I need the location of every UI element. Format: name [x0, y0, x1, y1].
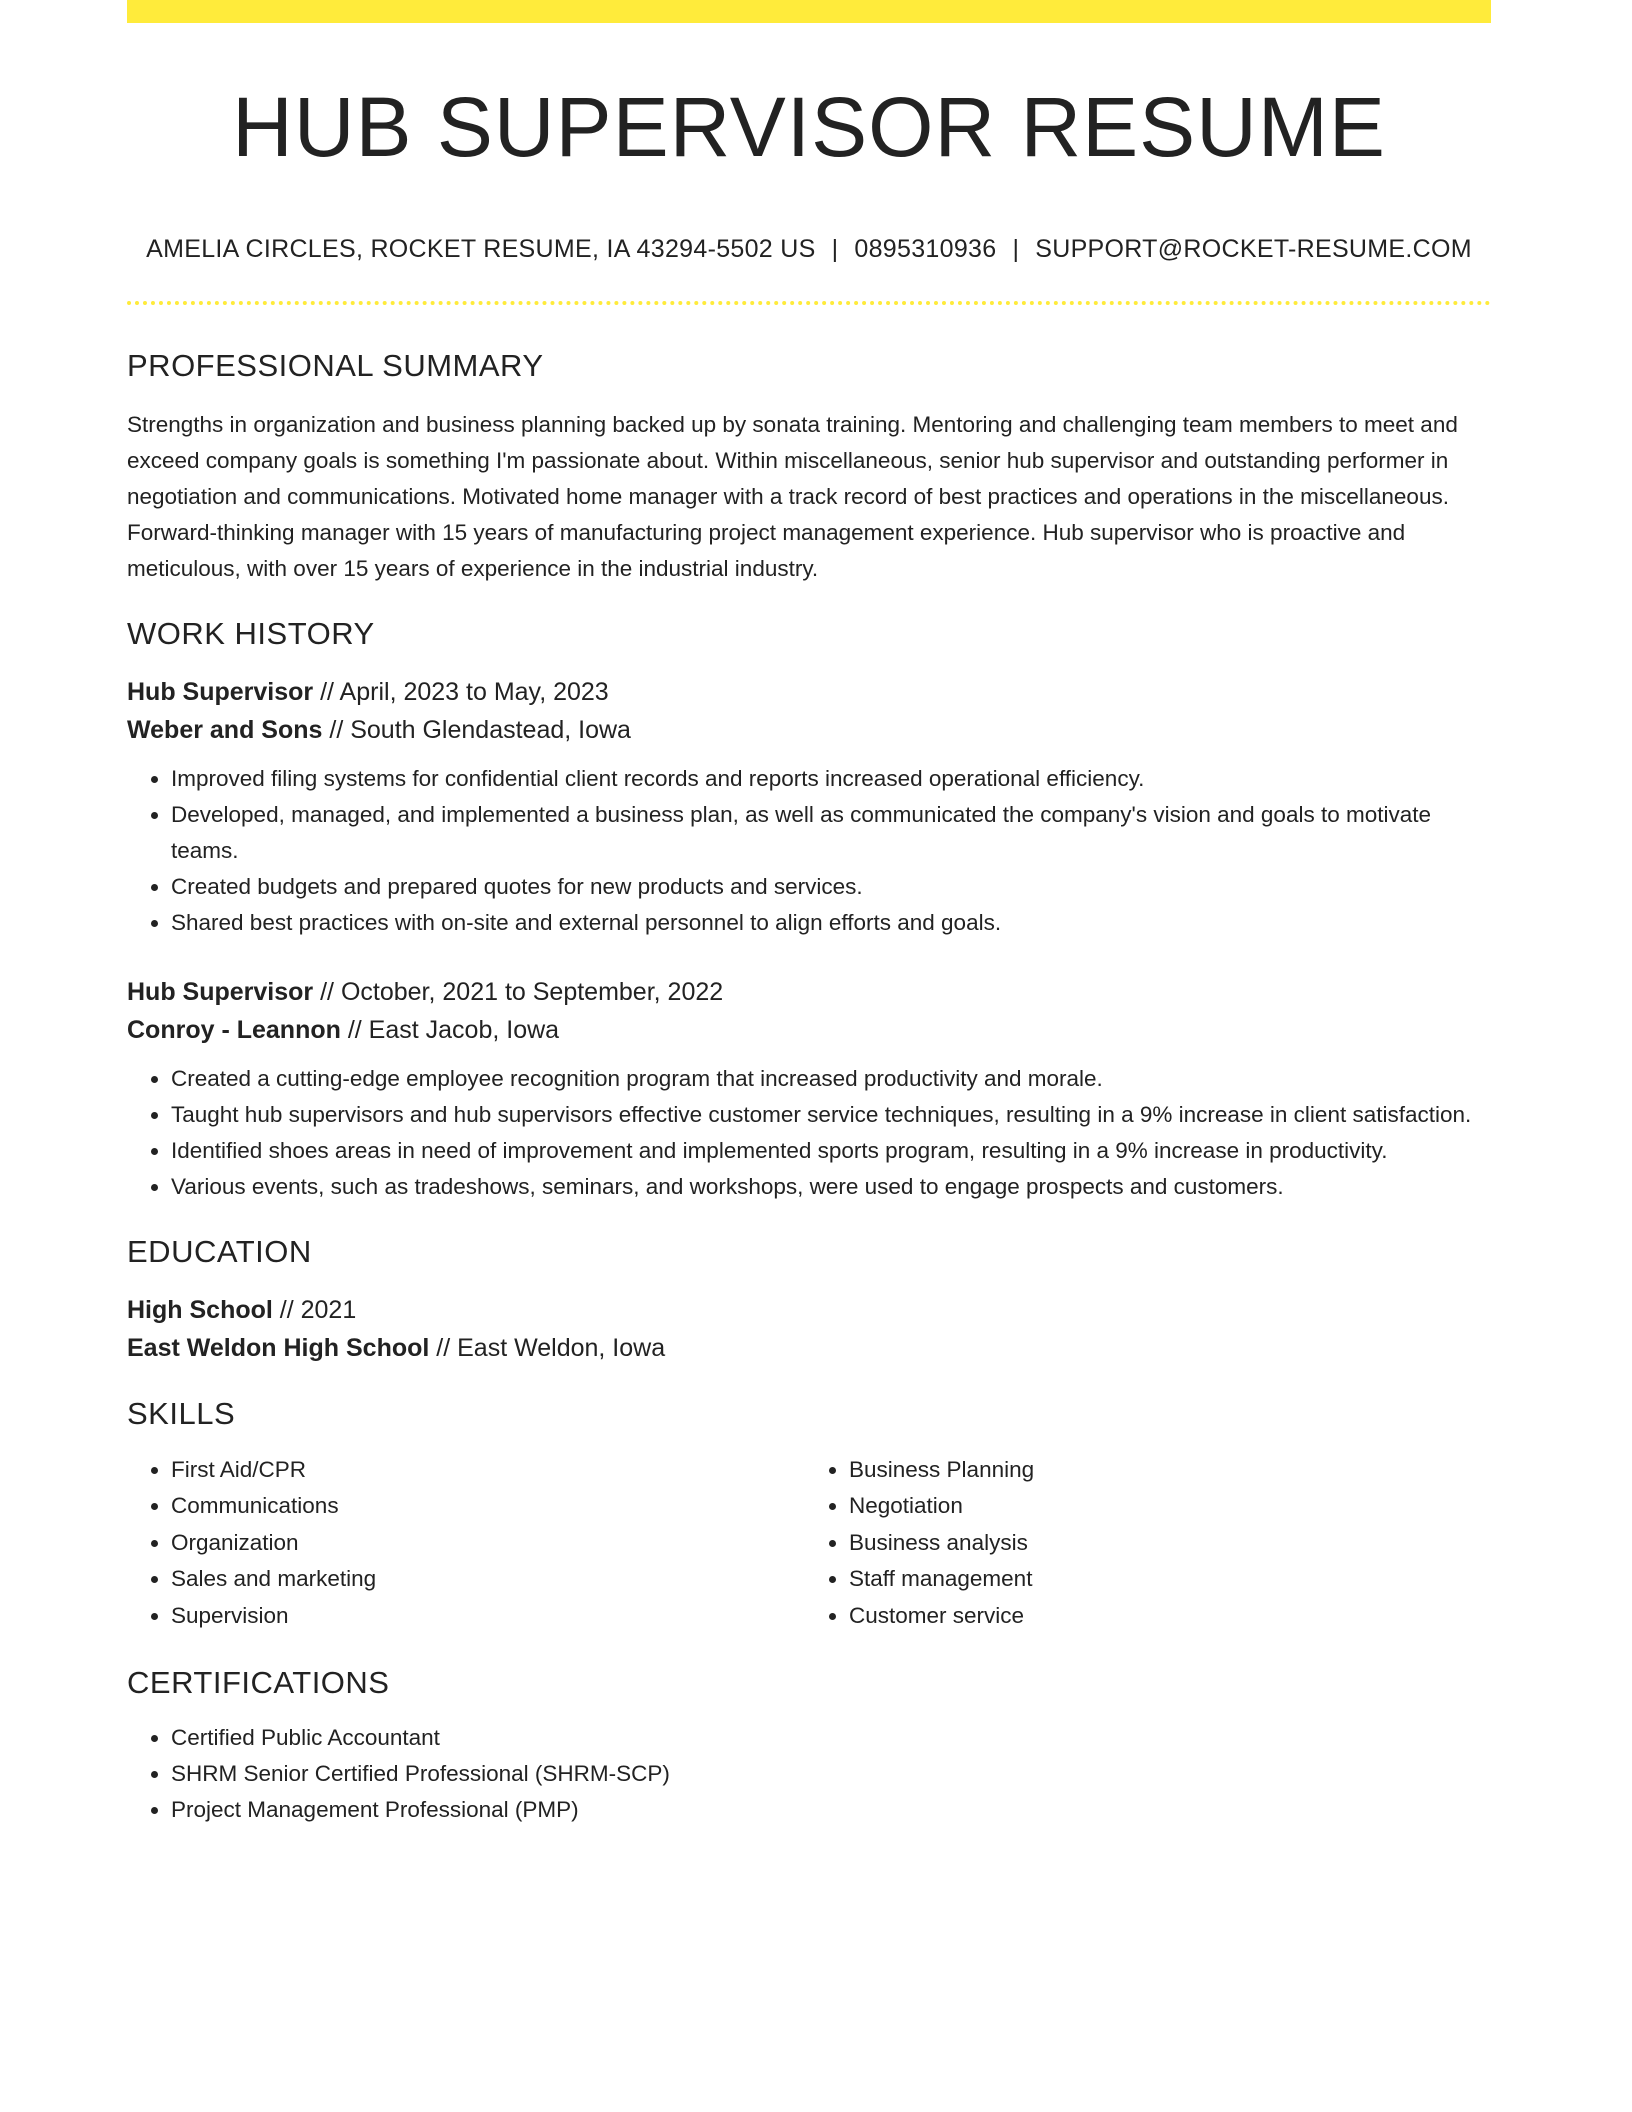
- job-location: // East Jacob, Iowa: [340, 1016, 560, 1045]
- education-heading: EDUCATION: [127, 1234, 312, 1270]
- contact-separator: |: [831, 235, 839, 264]
- certification-item: • Certified Public Accountant: [171, 1720, 1491, 1756]
- skills-heading: SKILLS: [127, 1396, 236, 1432]
- skill-item: • Staff management: [849, 1561, 1475, 1598]
- job-bullet: • Various events, such as tradeshows, seminars, and workshops, were used to engage prospects and customers.: [171, 1169, 1491, 1205]
- contact-address: AMELIA CIRCLES, ROCKET RESUME, IA 43294-5502 US: [146, 235, 816, 264]
- skill-item: • Communications: [171, 1488, 801, 1525]
- education-degree: High School: [127, 1296, 273, 1325]
- job-bullet: • Created budgets and prepared quotes for new products and services.: [171, 869, 1491, 905]
- job-bullet: • Developed, managed, and implemented a business plan, as well as communicated the company's vision and goals to motivate teams.: [171, 797, 1491, 869]
- job-bullet: • Improved filing systems for confidential client records and reports increased operational efficiency.: [171, 761, 1491, 797]
- certifications-list: [127, 1720, 1491, 1828]
- education-year: // 2021: [272, 1296, 357, 1325]
- certification-item: • SHRM Senior Certified Professional (SHRM-SCP): [171, 1756, 1491, 1792]
- job-bullets: [127, 761, 1491, 941]
- job-bullets: [127, 1061, 1491, 1205]
- job-title: Hub Supervisor: [127, 678, 314, 707]
- education-entry: [127, 1291, 1491, 1367]
- skill-item: • First Aid/CPR: [171, 1452, 801, 1489]
- contact-separator: |: [1012, 235, 1020, 264]
- education-school: East Weldon High School: [127, 1334, 430, 1363]
- education-degree-line: [127, 1291, 1491, 1329]
- job-bullet: • Identified shoes areas in need of improvement and implemented sports program, resulting in a 9% increase in productivity.: [171, 1133, 1491, 1169]
- job-dates: // October, 2021 to September, 2022: [313, 978, 724, 1007]
- certification-item: • Project Management Professional (PMP): [171, 1792, 1491, 1828]
- top-accent-bar: [127, 0, 1491, 23]
- skills-grid: [127, 1452, 1491, 1635]
- job-bullet: • Shared best practices with on-site and external personnel to align efforts and goals.: [171, 905, 1491, 941]
- contact-email: SUPPORT@ROCKET-RESUME.COM: [1035, 235, 1472, 264]
- job-company: Conroy - Leannon: [127, 1016, 341, 1045]
- job-company: Weber and Sons: [127, 716, 323, 745]
- skill-item: • Organization: [171, 1525, 801, 1562]
- job-bullet: • Taught hub supervisors and hub supervisors effective customer service techniques, resulting in a 9% increase in client satisfaction.: [171, 1097, 1491, 1133]
- skill-item: • Supervision: [171, 1598, 801, 1635]
- skill-item: • Customer service: [849, 1598, 1475, 1635]
- page-title: HUB SUPERVISOR RESUME: [232, 80, 1386, 174]
- job-bullet: • Created a cutting-edge employee recognition program that increased productivity and morale.: [171, 1061, 1491, 1097]
- skill-item: • Negotiation: [849, 1488, 1475, 1525]
- job-entry: [127, 973, 1491, 1205]
- certifications-heading: CERTIFICATIONS: [127, 1665, 390, 1701]
- job-title-line: [127, 973, 1491, 1011]
- skills-list-right: [801, 1452, 1475, 1635]
- job-title-line: [127, 673, 1491, 711]
- job-company-line: [127, 711, 1491, 749]
- dotted-divider: [127, 301, 1491, 305]
- job-entry: [127, 673, 1491, 941]
- resume-page: [127, 0, 1491, 1828]
- skill-item: • Business analysis: [849, 1525, 1475, 1562]
- job-company-line: [127, 1011, 1491, 1049]
- job-location: // South Glendastead, Iowa: [322, 716, 631, 745]
- skill-item: • Business Planning: [849, 1452, 1475, 1489]
- work-history-heading: WORK HISTORY: [127, 616, 375, 652]
- skills-list-left: [127, 1452, 801, 1635]
- summary-heading: PROFESSIONAL SUMMARY: [127, 348, 544, 384]
- job-title: Hub Supervisor: [127, 978, 314, 1007]
- skill-item: • Sales and marketing: [171, 1561, 801, 1598]
- contact-line: [127, 235, 1491, 264]
- education-school-line: [127, 1329, 1491, 1367]
- summary-text: Strengths in organization and business planning backed up by sonata training. Mentoring and challenging team members to meet and exceed company goals is something I'm passionate about. Within miscellaneous, senior hub supervisor and outstanding performer in negotiation and communications. Motivated home manager with a track record of best practices and operations in the miscellaneous. Forward-thinking manager with 15 years of manufacturing project management experience. Hub supervisor who is proactive and meticulous, with over 15 years of experience in the industrial industry.: [127, 412, 1458, 582]
- job-dates: // April, 2023 to May, 2023: [313, 678, 609, 707]
- contact-phone: 0895310936: [854, 235, 997, 264]
- education-location: // East Weldon, Iowa: [429, 1334, 666, 1363]
